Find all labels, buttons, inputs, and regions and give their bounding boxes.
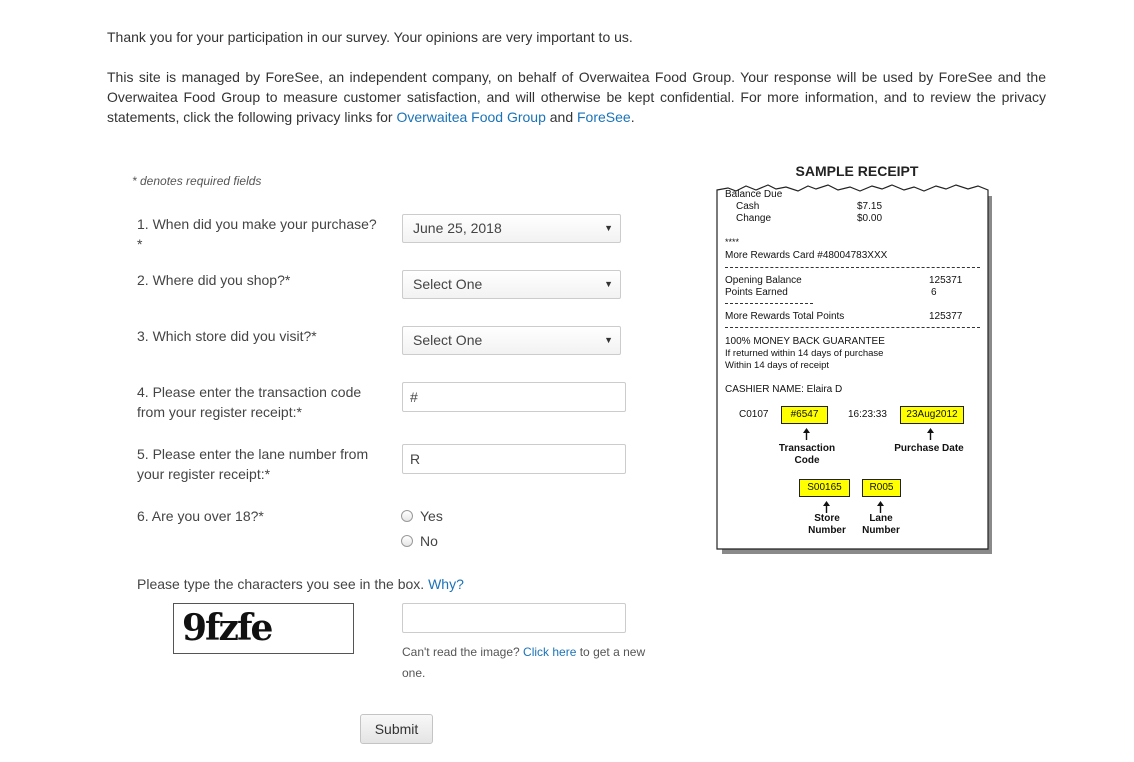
dropdown-arrow-icon: ▼ [604, 223, 613, 233]
receipt-transaction-code-highlight: #6547 [781, 406, 828, 424]
receipt-divider [725, 327, 980, 328]
q4-label: 4. Please enter the transaction code from your register receipt:* [137, 384, 362, 420]
captcha-image: 9fzfe [173, 603, 354, 654]
radio-circle[interactable] [401, 510, 413, 522]
dropdown-arrow-icon: ▼ [604, 335, 613, 345]
captcha-prompt [137, 574, 464, 594]
q3-label: 3. Which store did you visit?* [137, 328, 317, 344]
receipt-balance-due: Balance Due [725, 189, 783, 200]
caption-lane: Lane [869, 513, 893, 524]
caption-store: Store [814, 513, 840, 524]
receipt-cashier: CASHIER NAME: Elaira D [725, 384, 843, 395]
receipt-divider [725, 303, 813, 304]
q5-label: 5. Please enter the lane number from your register receipt:* [137, 446, 369, 482]
up-arrow-icon [926, 428, 935, 440]
dropdown-arrow-icon: ▼ [604, 279, 613, 289]
receipt-total-value: 125377 [929, 311, 963, 322]
thank-you-text: Thank you for your participation in our survey. Your opinions are very important to us. [107, 29, 633, 45]
over-18-yes-radio[interactable] [401, 507, 443, 525]
and-text: and [545, 109, 577, 125]
receipt-register: C0107 [739, 409, 769, 420]
receipt-opening-label: Opening Balance [725, 275, 802, 286]
privacy-paragraph [107, 67, 1046, 127]
required-fields-note: * denotes required fields [132, 174, 262, 188]
transaction-code-input[interactable] [402, 382, 626, 412]
shop-value: Select One [413, 276, 483, 292]
captcha-input[interactable] [402, 603, 626, 633]
radio-circle[interactable] [401, 535, 413, 547]
captcha-refresh-link[interactable]: Click here [523, 645, 577, 659]
receipt-title: SAMPLE RECEIPT [795, 163, 919, 179]
purchase-date-value: June 25, 2018 [413, 220, 502, 236]
receipt-card-line: More Rewards Card #48004783XXX [725, 250, 888, 261]
receipt-cash-label: Cash [736, 201, 760, 212]
q1-label: 1. When did you make your purchase?* [137, 216, 377, 252]
over-18-no-radio[interactable] [401, 532, 438, 550]
receipt-opening-value: 125371 [929, 275, 963, 286]
receipt-points-label: Points Earned [725, 287, 788, 298]
receipt-divider [725, 267, 980, 268]
submit-button[interactable]: Submit [360, 714, 433, 744]
up-arrow-icon [802, 428, 811, 440]
captcha-prompt-text: Please type the characters you see in the box. [137, 576, 429, 592]
no-label: No [420, 533, 438, 549]
receipt-cash-value: $7.15 [857, 201, 883, 212]
caption-store-number: Number [808, 525, 846, 536]
period-text: . [630, 109, 635, 125]
store-select[interactable] [402, 326, 621, 355]
receipt-change-value: $0.00 [857, 213, 883, 224]
receipt-total-label: More Rewards Total Points [725, 311, 845, 322]
intro-section [107, 27, 1046, 127]
shop-select[interactable] [402, 270, 621, 299]
receipt-stars: **** [725, 237, 740, 247]
privacy-text: This site is managed by ForeSee, an independent company, on behalf of Overwaitea Food Group. Your response will be used by ForeSee and the Overwaitea Food Group to measure customer satisfaction, and will otherwise be kept confidential. For more information, and to review the privacy statements, click the following privacy links for [107, 69, 1046, 125]
caption-transaction: Transaction [778, 443, 836, 454]
captcha-refresh-note [402, 642, 652, 684]
up-arrow-icon [876, 501, 885, 513]
caption-purchase-date: Purchase Date [894, 443, 964, 454]
q6-label: 6. Are you over 18?* [137, 508, 264, 524]
foresee-privacy-link[interactable]: ForeSee [577, 109, 631, 125]
receipt-lane-number-highlight: R005 [862, 479, 901, 497]
new-one-text: to get a new one. [402, 645, 646, 680]
purchase-date-select[interactable] [402, 214, 621, 243]
receipt-purchase-date-highlight: 23Aug2012 [900, 406, 964, 424]
caption-lane-number: Number [862, 525, 900, 536]
receipt-points-value: 6 [931, 287, 937, 298]
lane-number-input[interactable] [402, 444, 626, 474]
receipt-time: 16:23:33 [848, 409, 887, 420]
store-value: Select One [413, 332, 483, 348]
caption-code: Code [794, 455, 820, 466]
receipt-guarantee-3: Within 14 days of receipt [725, 360, 830, 371]
receipt-store-number-highlight: S00165 [799, 479, 850, 497]
cant-read-text: Can't read the image? [402, 645, 524, 659]
overwaitea-privacy-link[interactable]: Overwaitea Food Group [396, 109, 546, 125]
q2-label: 2. Where did you shop?* [137, 272, 291, 288]
yes-label: Yes [420, 508, 443, 524]
receipt-guarantee-2: If returned within 14 days of purchase [725, 348, 884, 359]
captcha-why-link[interactable]: Why? [428, 576, 464, 592]
receipt-change-label: Change [736, 213, 772, 224]
receipt-guarantee-1: 100% MONEY BACK GUARANTEE [725, 336, 885, 347]
up-arrow-icon [822, 501, 831, 513]
